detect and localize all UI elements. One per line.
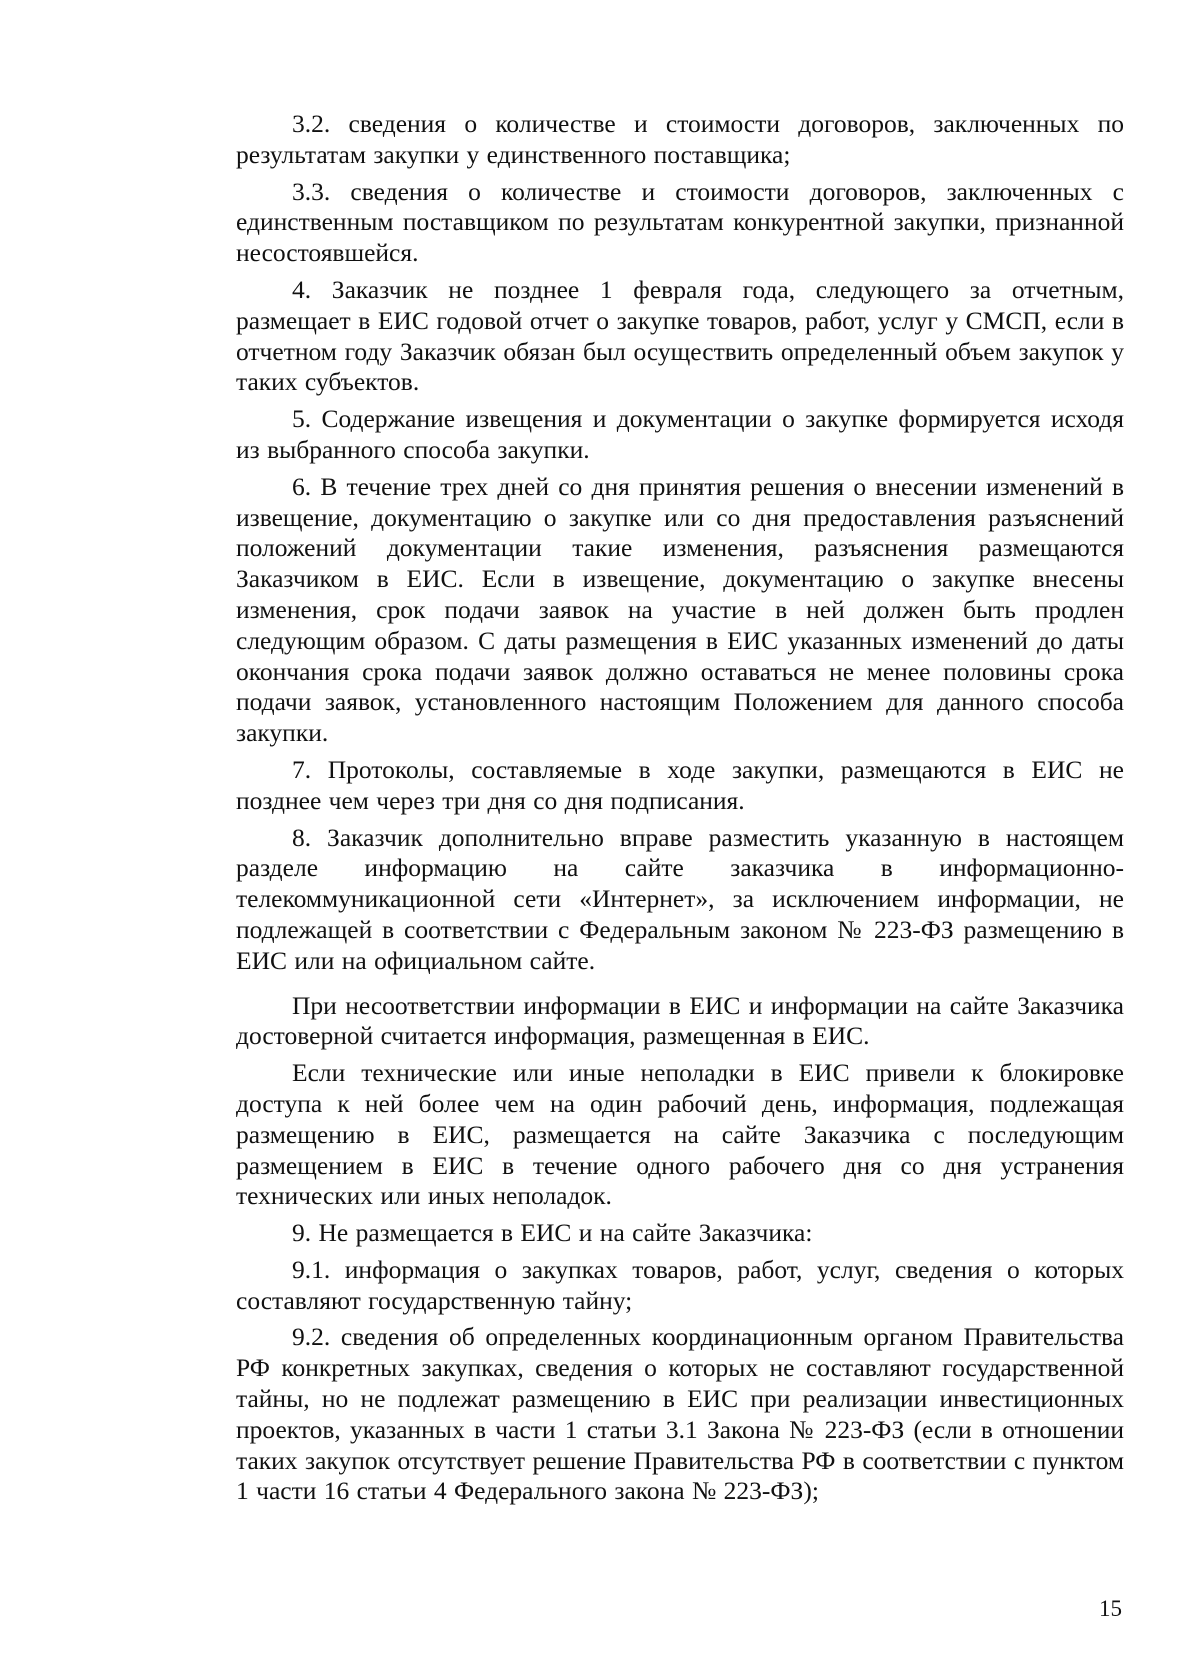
paragraph-4: 4. Заказчик не позднее 1 февраля года, следующего за отчетным, размещает в ЕИС годовой отчет о закупке товаров, работ, услуг у СМСП, если в отчетном году Заказчик обязан был осуществить определенный объем закупок у таких субъектов. [236, 274, 1124, 397]
paragraph-8-mismatch: При несоответствии информации в ЕИС и информации на сайте Заказчика достоверной считается информация, размещенная в ЕИС. [236, 990, 1124, 1051]
paragraph-7: 7. Протоколы, составляемые в ходе закупки, размещаются в ЕИС не позднее чем через три дня со дня подписания. [236, 754, 1124, 815]
paragraph-8: 8. Заказчик дополнительно вправе разместить указанную в настоящем разделе информацию на сайте заказчика в информационно-телекоммуникационной сети «Интернет», за исключением информации, не подлежащей в соответствии с Федеральным законом № 223-ФЗ размещению в ЕИС или на официальном сайте. [236, 822, 1124, 975]
paragraph-9-1: 9.1. информация о закупках товаров, работ, услуг, сведения о которых составляют государственную тайну; [236, 1254, 1124, 1315]
paragraph-8-outage: Если технические или иные неполадки в ЕИС привели к блокировке доступа к ней более чем на один рабочий день, информация, подлежащая размещению в ЕИС, размещается на сайте Заказчика с последующим размещением в ЕИС в течение одного рабочего дня со дня устранения технических или иных неполадок. [236, 1058, 1124, 1211]
paragraph-9-2: 9.2. сведения об определенных координационным органом Правительства РФ конкретных закупках, сведения о которых не составляют государственной тайны, но не подлежат размещению в ЕИС при реализации инвестиционных проектов, указанных в части 1 статьи 3.1 Закона № 223-ФЗ (если в отношении таких закупок отсутствует решение Правительства РФ в соответствии с пунктом 1 части 16 статьи 4 Федерального закона № 223-ФЗ); [236, 1322, 1124, 1506]
paragraph-5: 5. Содержание извещения и документации о закупке формируется исходя из выбранного способа закупки. [236, 404, 1124, 464]
paragraph-3-3: 3.3. сведения о количестве и стоимости договоров, заключенных с единственным поставщиком по результатам конкурентной закупки, признанной несостоявшейся. [236, 176, 1124, 268]
paragraph-9: 9. Не размещается в ЕИС и на сайте Заказчика: [292, 1218, 813, 1248]
paragraph-3-2: 3.2. сведения о количестве и стоимости договоров, заключенных по результатам закупки у единственного поставщика; [236, 109, 1124, 169]
page-number: 15 [1099, 1596, 1122, 1621]
body-text [236, 109, 1124, 1513]
paragraph-6: 6. В течение трех дней со дня принятия решения о внесении изменений в извещение, документацию о закупке или со дня предоставления разъяснений положений документации такие изменения, разъяснения размещаются Заказчиком в ЕИС. Если в извещение, документацию о закупке внесены изменения, срок подачи заявок на участие в ней должен быть продлен следующим образом. С даты размещения в ЕИС указанных изменений до даты окончания срока подачи заявок должно оставаться не менее половины срока подачи заявок, установленного настоящим Положением для данного способа закупки. [236, 471, 1124, 748]
